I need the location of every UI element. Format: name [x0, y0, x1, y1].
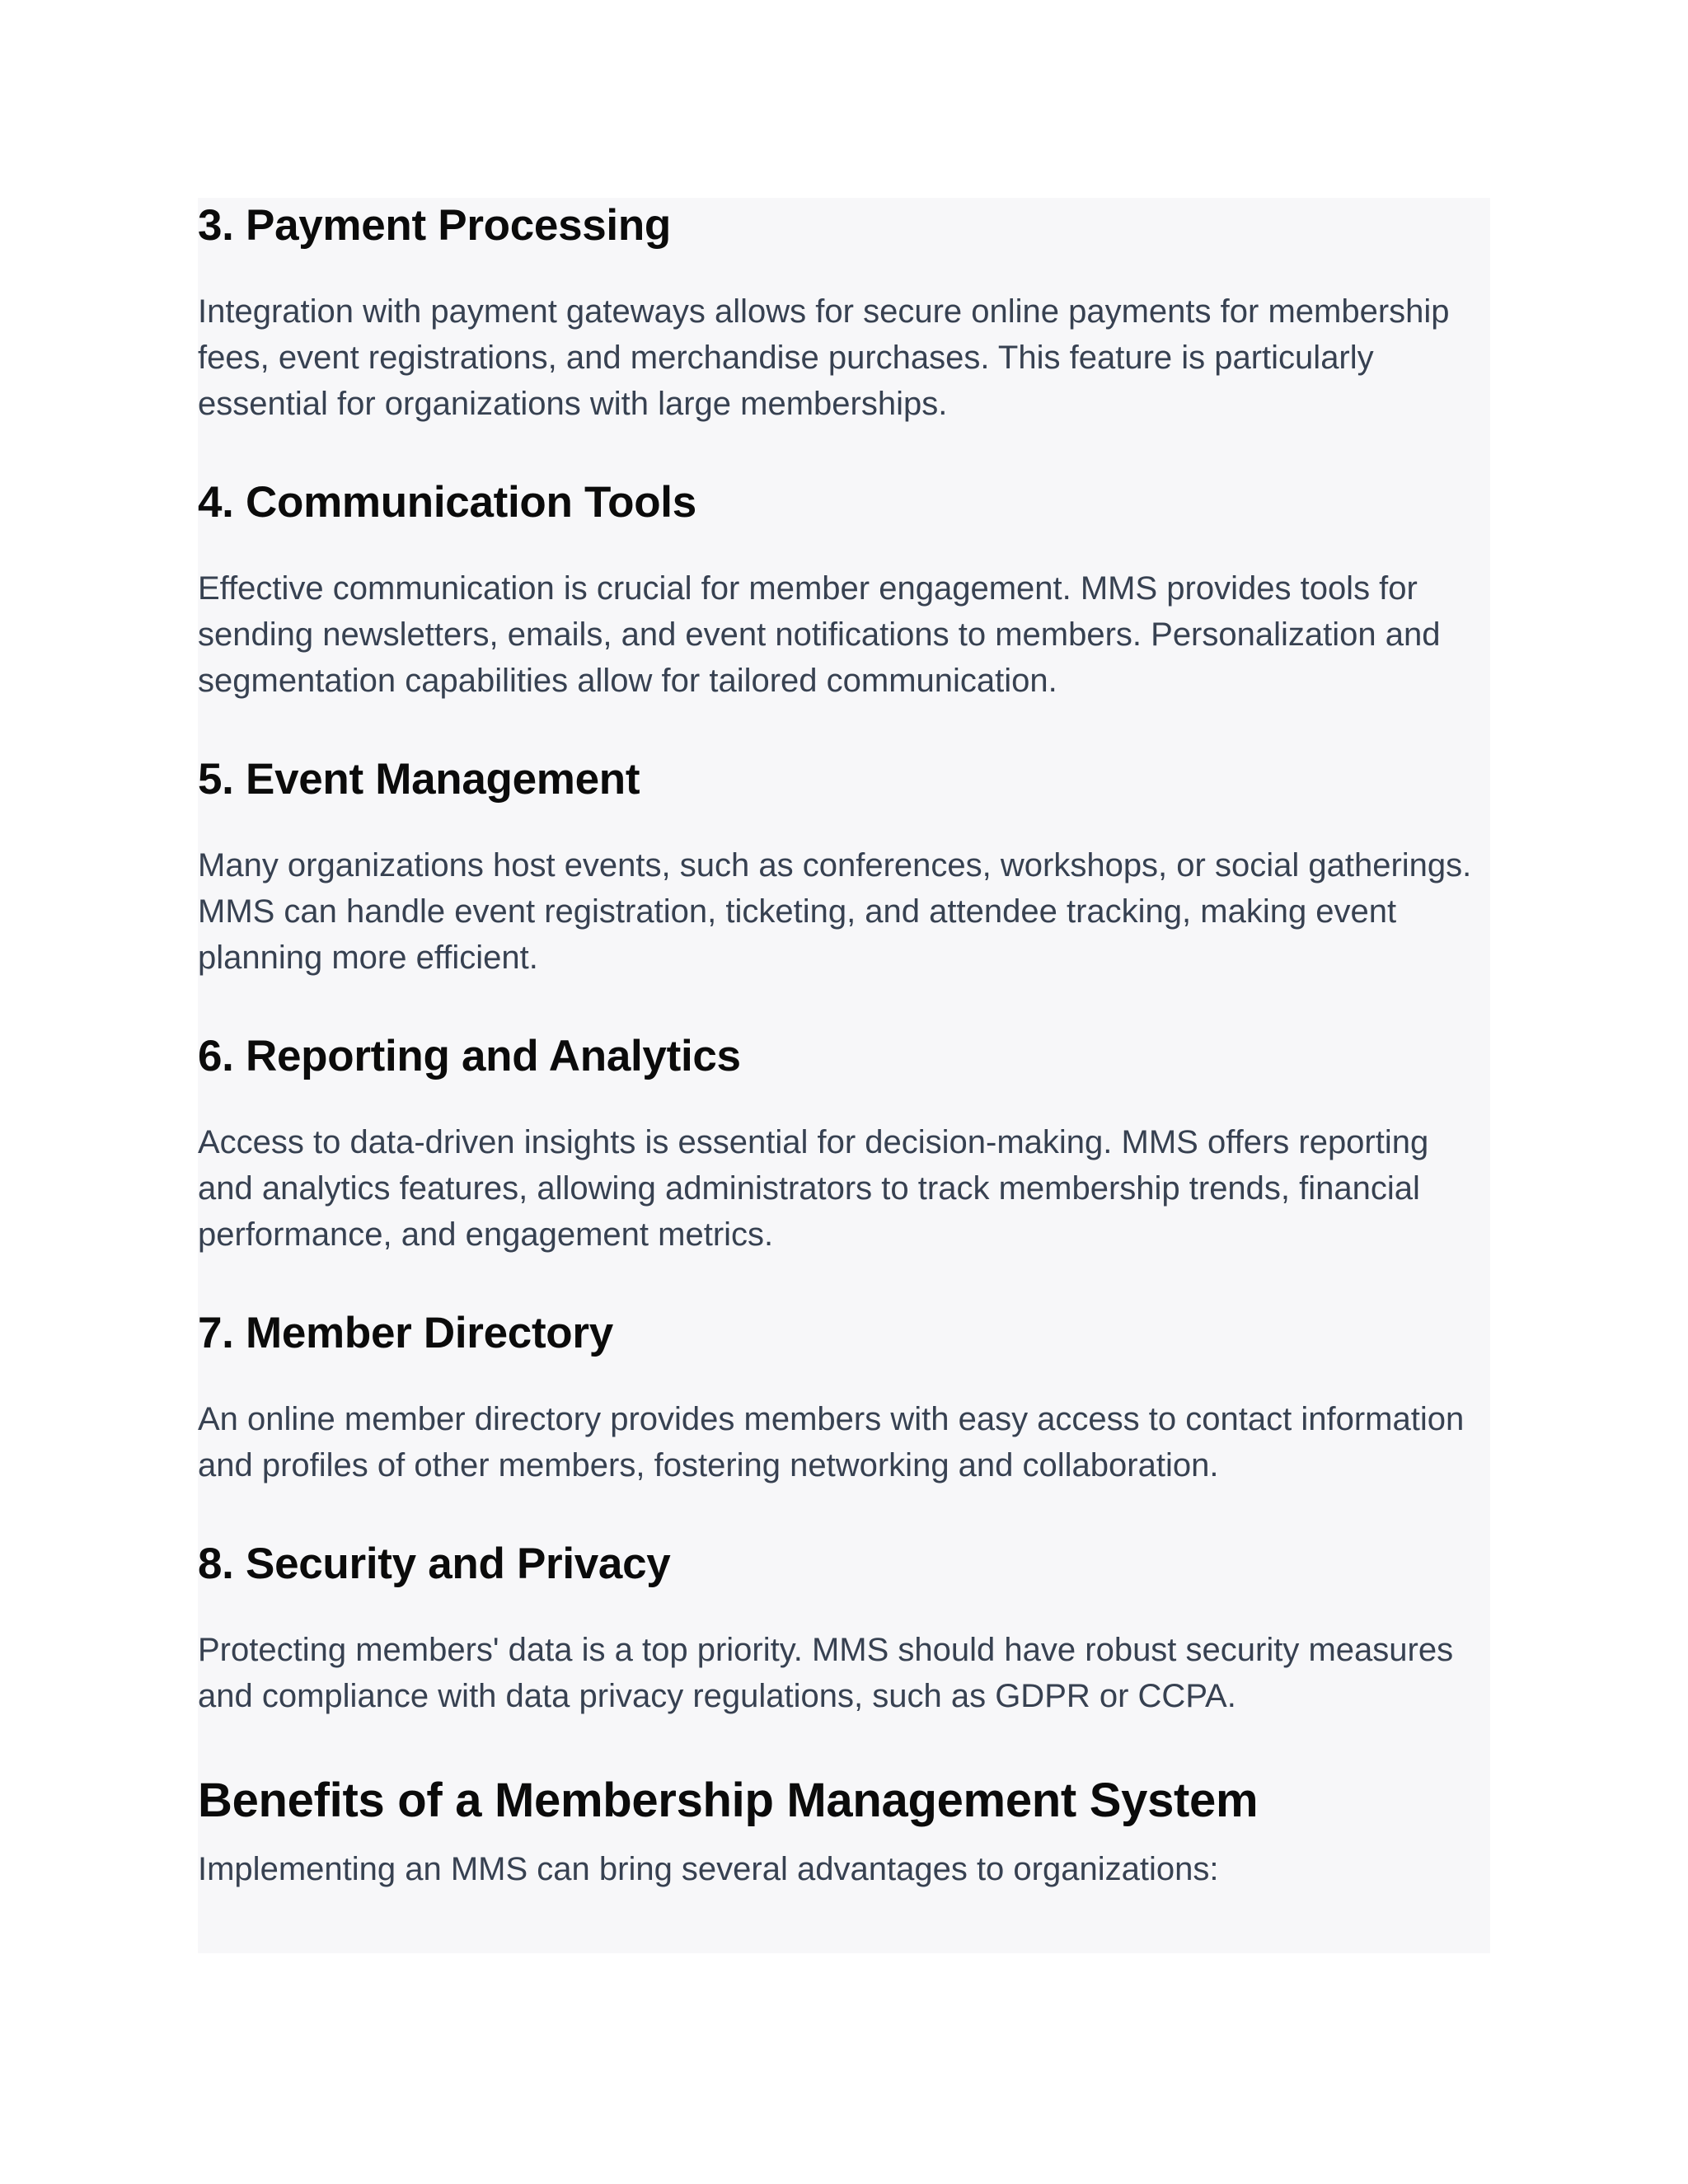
benefits-body [198, 1846, 1490, 1892]
section-heading: 7. Member Directory [198, 1309, 613, 1357]
body-line: MMS can handle event registration, ticketing, and attendee tracking, making event [198, 893, 1397, 930]
body-line: Access to data-driven insights is essential for decision-making. MMS offers reporting [198, 1124, 1429, 1160]
body-line: and compliance with data privacy regulations, such as GDPR or CCPA. [198, 1678, 1236, 1714]
section-security-privacy [198, 1538, 1490, 1719]
section-heading: 3. Payment Processing [198, 201, 672, 250]
body-line: An online member directory provides members with easy access to contact information [198, 1401, 1465, 1437]
section-heading: 4. Communication Tools [198, 478, 696, 527]
section-body [198, 288, 1490, 427]
section-body [198, 565, 1490, 704]
section-heading: 5. Event Management [198, 755, 640, 804]
section-body [198, 1119, 1490, 1258]
body-line: essential for organizations with large memberships. [198, 386, 948, 422]
section-reporting-analytics [198, 1030, 1490, 1258]
body-line: Effective communication is crucial for member engagement. MMS provides tools for [198, 570, 1418, 607]
benefits-heading: Benefits of a Membership Management System [198, 1774, 1259, 1827]
body-line: Integration with payment gateways allows for secure online payments for membership [198, 293, 1450, 330]
body-line: and profiles of other members, fostering networking and collaboration. [198, 1447, 1219, 1483]
body-line: segmentation capabilities allow for tailored communication. [198, 663, 1057, 699]
body-line: and analytics features, allowing administrators to track membership trends, financial [198, 1170, 1420, 1207]
section-member-directory [198, 1307, 1490, 1488]
body-line: planning more efficient. [198, 940, 538, 976]
section-heading: 6. Reporting and Analytics [198, 1032, 741, 1080]
body-line: Protecting members' data is a top priority. MMS should have robust security measures [198, 1632, 1454, 1668]
section-body [198, 842, 1490, 981]
section-payment-processing [198, 199, 1490, 427]
body-line: sending newsletters, emails, and event notifications to members. Personalization and [198, 616, 1441, 653]
section-heading: 8. Security and Privacy [198, 1540, 671, 1588]
section-body [198, 1396, 1490, 1488]
section-benefits [198, 1772, 1490, 1892]
body-line: Many organizations host events, such as conferences, workshops, or social gatherings. [198, 847, 1472, 883]
body-line: fees, event registrations, and merchandise purchases. This feature is particularly [198, 340, 1374, 376]
section-event-management [198, 753, 1490, 981]
section-communication-tools [198, 476, 1490, 704]
body-line: performance, and engagement metrics. [198, 1216, 774, 1253]
document-content [198, 198, 1490, 1953]
section-body [198, 1627, 1490, 1719]
body-line: Implementing an MMS can bring several advantages to organizations: [198, 1851, 1219, 1887]
